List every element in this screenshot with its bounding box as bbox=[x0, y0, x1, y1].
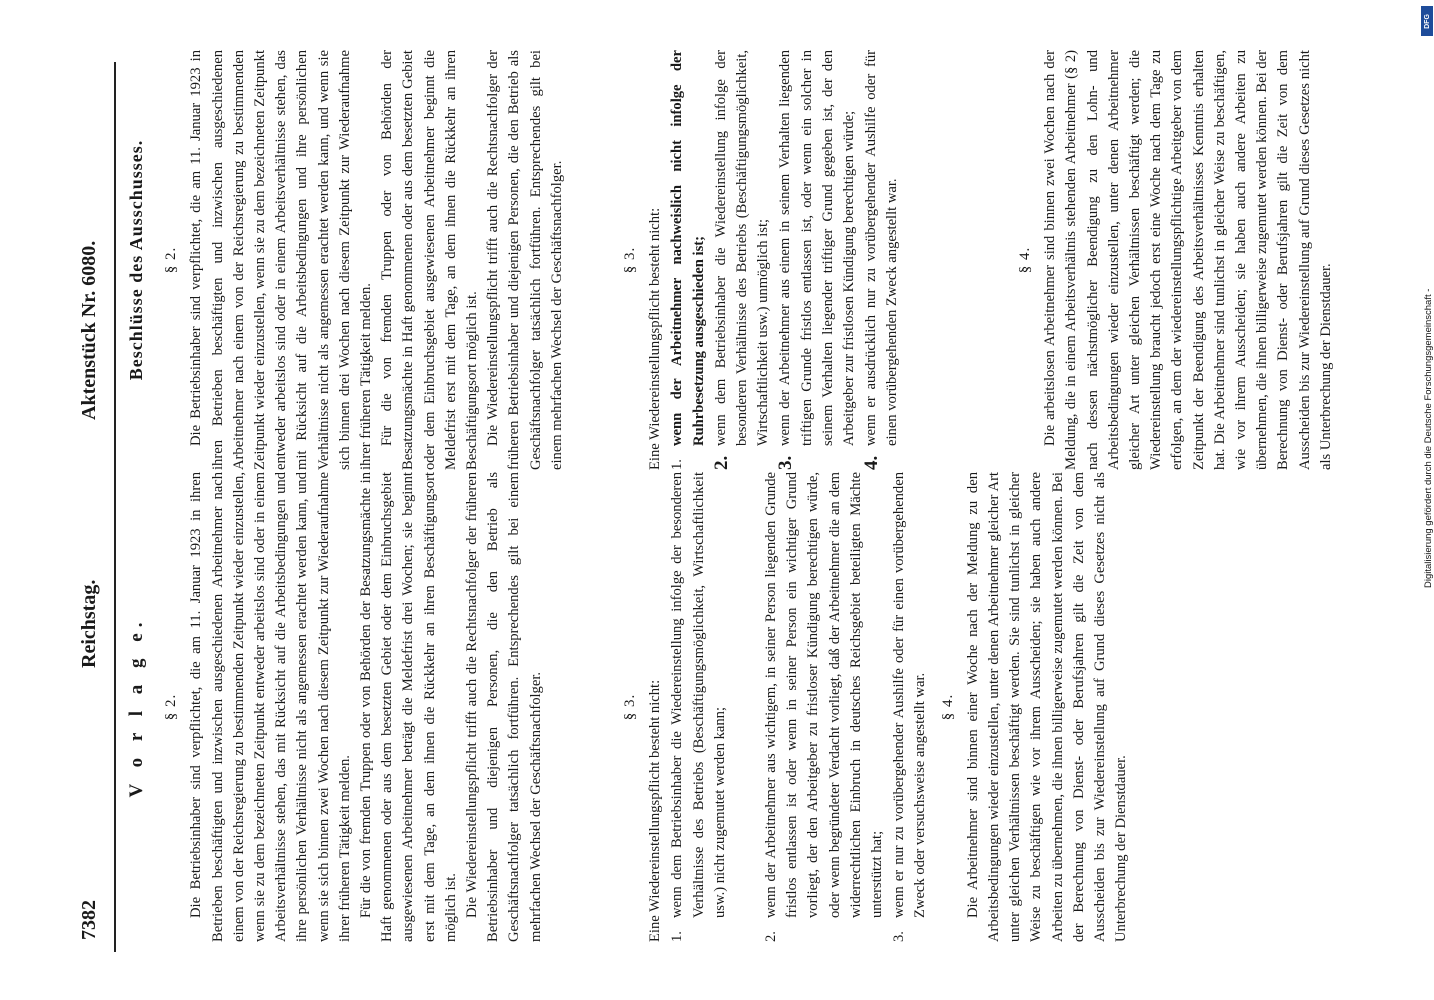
page-number: 7382 bbox=[78, 900, 100, 940]
vorlage-sec3-item-1: 1. wenn dem Betriebsinhaber die Wiedereinstellung infolge der besonderen Verhältnisse des Betriebs (Beschäftigungsmöglichkeit, Wirtschaftlichkeit usw.) nicht zugemutet werden kann; bbox=[669, 472, 728, 942]
digitization-note: Digitalisierung gefördert durch die Deutsche Forschungsgemeinschaft - bbox=[1423, 288, 1434, 588]
vorlage-sec3-title: § 3. bbox=[622, 693, 638, 721]
beschluesse-sec3-title: § 3. bbox=[622, 246, 638, 274]
vorlage-heading: V o r l a g e. bbox=[126, 616, 147, 798]
beschluesse-sec2-p1: Die Betriebsinhaber sind verpflichtet, die am 11. Januar 1923 in ihren Betrieben beschäftigten und inzwischen ausgeschiedenen Arbeitnehmer nach einem von der Reichsregierung zu bestimmenden Zeitpunkt wieder einzustellen, wenn sie zu dem bezeichneten Zeitpunkt entweder arbeitslos sind oder in einem Arbeitsverhältnisse stehen, das mit Rücksicht auf die Arbeitsbedingungen und ihre persönlichen Verhältnisse nicht als angemessen erachtet werden kann, und wenn sie sich binnen drei Wochen nach diesem Zeitpunkt zur Wiederaufnahme ihrer früheren Tätigkeit melden. bbox=[188, 50, 375, 470]
vorlage-sec3-item-3: 3. wenn er nur zu vorübergehender Aushilfe oder für einen vorübergehenden Zweck oder versuchsweise angestellt war. bbox=[891, 472, 929, 942]
beschluesse-section bbox=[120, 50, 568, 470]
beschluesse-sec3-item-3: 3. wenn der Arbeitnehmer aus einem in seinem Verhalten liegenden triftigen Grunde fristlos entlassen ist, oder wenn ein solcher in seinem Verhalten liegender triftiger Grund gegeben ist, der den Arbeitgeber zur fristlosen Kündigung berechtigen würde; bbox=[775, 50, 858, 470]
vorlage-sec3-intro: Eine Wiedereinstellungspflicht besteht nicht: bbox=[647, 679, 664, 942]
beschluesse-section-3 bbox=[1015, 50, 1337, 470]
beschluesse-sec2-title: § 2. bbox=[163, 246, 180, 274]
dfg-logo: DFG bbox=[1421, 6, 1433, 36]
beschluesse-sec3-item-1: 1. wenn der Arbeitnehmer nachweislich nicht infolge der Ruhrbesetzung ausgeschieden ist; bbox=[669, 50, 707, 470]
beschluesse-sec3-intro: Eine Wiedereinstellungspflicht besteht nicht: bbox=[647, 207, 664, 470]
beschluesse-sec3-item-2: 2. wenn dem Betriebsinhaber die Wiedereinstellung infolge der besonderen Verhältnisse des Betriebs (Beschäftigungsmöglichkeit, Wirtschaftlichkeit usw.) unmöglich ist; bbox=[710, 50, 772, 470]
vorlage-sec4-p1: Die Arbeitnehmer sind binnen einer Woche nach der Meldung zu den Arbeitsbedingungen wieder einzustellen, unter denen Arbeitnehmer gleicher Art unter gleichen Verhältnissen beschäftigt werden. Sie sind tunlichst in gleicher Weise zu beschäftigen wie vor ihrem Ausscheiden; sie haben auch andere Arbeiten zu übernehmen, die ihnen billigerweise zugemutet werden können. Bei der Berechnung von Dienst- oder Berufsjahren gilt die Zeit von dem Ausscheiden bis zur Wiedereinstellung auf Grund dieses Gesetzes nicht als Unterbrechung der Dienstdauer. bbox=[964, 472, 1130, 942]
vorlage-sec3-item-2: 2. wenn der Arbeitnehmer aus wichtigem, in seiner Person liegenden Grunde fristlos entlassen ist oder wenn in seiner Person ein wichtiger Grund vorliegt, der den Arbeitgeber zu fristloser Kündigung berechtigen würde, oder wenn begründeter Verdacht vorliegt, daß der Arbeitnehmer die an dem widerrechtlichen Einbruch in deutsches Reichsgebiet beteiligten Mächte unterstützt hat; bbox=[763, 472, 886, 942]
beschluesse-sec2-p2: Für die von fremden Truppen oder von Behörden der Besatzungsmächte in Haft genommenen oder aus dem besetzten Gebiet oder dem Einbruchsgebiet ausgewiesenen Arbeitnehmer beginnt die Meldefrist erst mit dem Tage, an dem ihnen die Rückkehr an ihren Beschäftigungsort möglich ist. bbox=[379, 50, 481, 470]
beschluesse-heading: Beschlüsse des Ausschusses. bbox=[126, 139, 146, 381]
beschluesse-sec4-p1: Die arbeitslosen Arbeitnehmer sind binnen zwei Wochen nach der Meldung, die in einem Arbeitsverhältnis stehenden Arbeitnehmer (§ 2) nach dessen nächstmöglicher Beendigung zu den Lohn- und Arbeitsbedingungen wieder einzustellen, unter denen Arbeitnehmer gleicher Art unter gleichen Verhältnissen beschäftigt werden; die Wiedereinstellung braucht jedoch erst eine Woche nach dem Tage zu erfolgen, an dem der wiedereinstellungspflichtige Arbeitgeber von dem Zeitpunkt der Beendigung des Arbeitsverhältnisses Kenntnis erhalten hat. Die Arbeitnehmer sind tunlichst in gleicher Weise zu beschäftigen, wie vor ihrem Ausscheiden; sie haben auch andere Arbeiten zu übernehmen, die ihnen billigerweise zugemutet werden können. Bei der Berechnung von Dienst- oder Berufsjahren gilt die Zeit von dem Ausscheiden bis zur Wiedereinstellung auf Grund dieses Gesetzes nicht als Unterbrechung der Dienstdauer. bbox=[1042, 50, 1334, 470]
header-rule bbox=[114, 62, 116, 952]
vorlage-sec2-title: § 2. bbox=[163, 693, 180, 721]
vorlage-sec4-title: § 4. bbox=[939, 693, 956, 721]
vorlage-section-3 bbox=[760, 472, 1132, 942]
vorlage-sec2-p3: Die Wiedereinstellungspflicht trifft auch die Rechtsnachfolger der früheren Betriebsinhaber und diejenigen Personen, die den Betrieb als Geschäftsnachfolger tatsächlich fortführen. Entsprechendes gilt bei einem mehrfachen Wechsel der Geschäftsnachfolger. bbox=[464, 472, 544, 942]
page-header bbox=[78, 60, 108, 940]
vorlage-section bbox=[120, 472, 547, 942]
beschluesse-section-2 bbox=[620, 50, 905, 470]
vorlage-sec2-p1: Die Betriebsinhaber sind verpflichtet, die am 11. Januar 1923 in ihren Betrieben beschäftigten und inzwischen ausgeschiedenen Arbeitnehmer nach einem von der Reichsregierung zu bestimmenden Zeitpunkt wieder einzustellen, wenn sie zu dem bezeichneten Zeitpunkt entweder arbeitslos sind oder in einem Arbeitsverhältnisse stehen, das mit Rücksicht auf die Arbeitsbedingungen und ihre persönlichen Verhältnisse nicht als angemessen erachtet werden kann, und wenn sie sich binnen zwei Wochen nach diesem Zeitpunkt zur Wiederaufnahme ihrer früheren Tätigkeit melden. bbox=[188, 472, 353, 942]
vorlage-section-2 bbox=[620, 472, 732, 942]
vorlage-sec2-p2: Für die von fremden Truppen oder von Behörden der Besatzungsmächte in Haft genommenen oder aus dem besetzten Gebiet oder dem Einbruchsgebiet ausgewiesenen Arbeitnehmer beträgt die Meldefrist drei Wochen; sie beginnt erst mit dem Tage, an dem ihnen die Rückkehr an ihren Beschäftigungsort möglich ist. bbox=[358, 472, 459, 942]
beschluesse-sec3-item-4: 4. wenn er ausdrücklich nur zu vorübergehender Aushilfe oder für einen vorübergehenden Zweck angestellt war. bbox=[861, 50, 901, 470]
beschluesse-sec4-title: § 4. bbox=[1017, 246, 1033, 274]
document-number: Aktenstück Nr. 6080. bbox=[78, 240, 100, 420]
beschluesse-sec2-p3: Die Wiedereinstellungspflicht trifft auch die Rechtsnachfolger der früheren Betriebsinhaber und diejenigen Personen, die den Betrieb als Geschäftsnachfolger tatsächlich fortführen. Entsprechendes gilt bei einem mehrfachen Wechsel der Geschäftsnachfolger. bbox=[485, 50, 565, 470]
publication-name: Reichstag. bbox=[78, 579, 100, 668]
